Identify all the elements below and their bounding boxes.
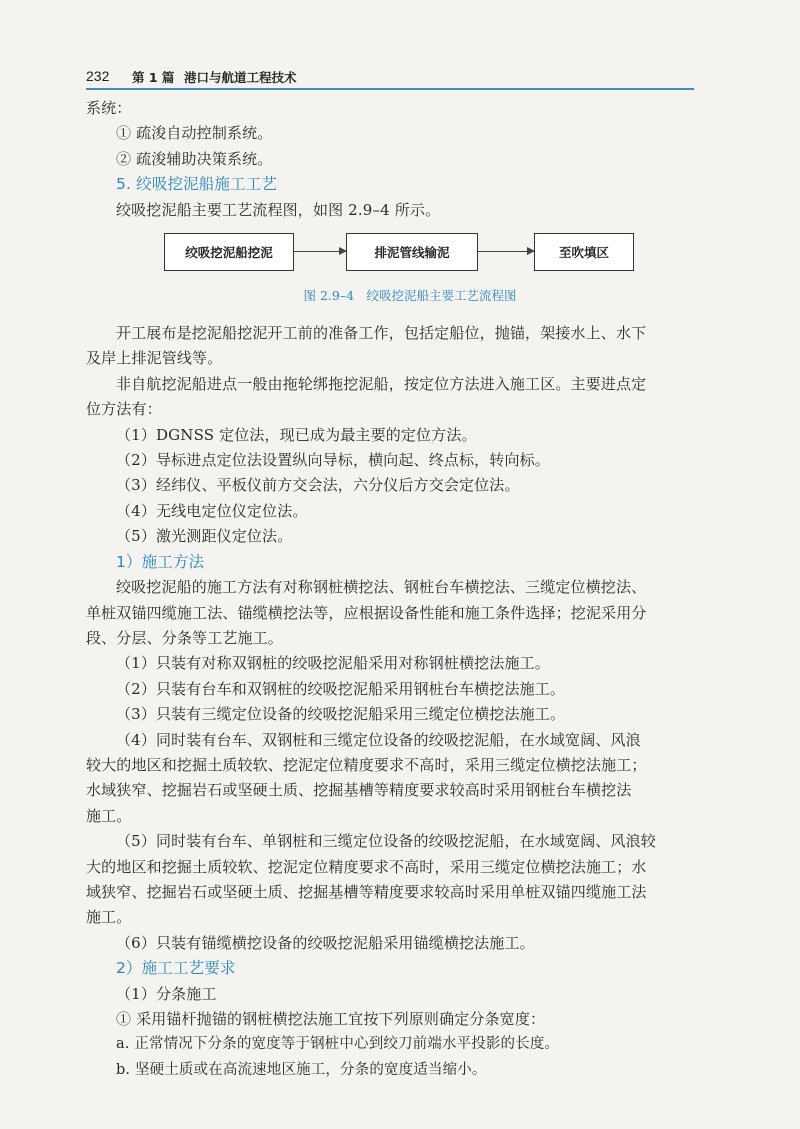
paragraph-line: 位方法有： (86, 400, 162, 419)
paragraph-line: 系统： (86, 99, 132, 117)
list-item: （1）DGNSS 定位法，现已成为最主要的定位方法。 (116, 425, 477, 444)
paragraph-line: 绞吸挖泥船主要工艺流程图，如图 2.9–4 所示。 (116, 200, 441, 219)
paragraph-line: 较大的地区和挖掘土质较软、挖泥定位精度要求不高时，采用三缆定位横挖法施工； (86, 755, 647, 774)
list-item: （4）同时装有台车、双钢桩和三缆定位设备的绞吸挖泥船，在水域宽阔、风浪 (116, 730, 641, 749)
list-item: a. 正常情况下分条的宽度等于钢桩中心到绞刀前端水平投影的长度。 (116, 1036, 560, 1053)
list-item: （2）只装有台车和双钢桩的绞吸挖泥船采用钢桩台车横挖法施工。 (116, 679, 566, 698)
flow-box-fill-area: 至吹填区 (534, 233, 634, 271)
paragraph-line: 非自航挖泥船进点一般由拖轮绑拖挖泥船，按定位方法进入施工区。主要进点定 (116, 374, 647, 393)
chapter-title: 港口与航道工程技术 (184, 70, 297, 85)
paragraph-line: 开工展布是挖泥船挖泥开工前的准备工作，包括定船位，抛锚，架接水上、水下 (116, 324, 647, 343)
list-item: （3）只装有三缆定位设备的绞吸挖泥船采用三缆定位横挖法施工。 (116, 705, 566, 724)
figure-caption: 图 2.9–4 绞吸挖泥船主要工艺流程图 (303, 288, 517, 304)
list-item: ① 疏浚自动控制系统。 (116, 124, 273, 143)
list-item: （3）经纬仪、平板仪前方交会法，六分仪后方交会定位法。 (116, 476, 520, 495)
list-item: （1）只装有对称双钢桩的绞吸挖泥船采用对称钢桩横挖法施工。 (116, 654, 550, 673)
subsection-heading: 1）施工方法 (116, 552, 205, 571)
page-number: 232 (86, 68, 110, 84)
list-item: （5）激光测距仪定位法。 (116, 527, 293, 546)
list-item: （2）导标进点定位法设置纵向导标，横向起、终点标，转向标。 (116, 451, 550, 470)
list-item: ① 采用锚杆抛锚的钢桩横挖法施工宜按下列原则确定分条宽度： (116, 1010, 546, 1028)
running-header (86, 64, 694, 90)
paragraph-line: 水域狭窄、挖掘岩石或坚硬土质、挖掘基槽等精度要求较高时采用钢桩台车横挖法 (86, 781, 632, 800)
list-item: （1）分条施工 (116, 984, 217, 1003)
list-item: （5）同时装有台车、单钢桩和三缆定位设备的绞吸挖泥船，在水域宽阔、风浪较 (116, 832, 656, 851)
part-label: 第 1 篇 (132, 70, 175, 85)
list-item: ② 疏浚辅助决策系统。 (116, 149, 273, 168)
paragraph-line: 单桩双锚四缆施工法、锚缆横挖法等，应根据设备性能和施工条件选择；挖泥采用分 (86, 603, 647, 622)
list-item: （4）无线电定位仪定位法。 (116, 501, 308, 520)
section-heading: 5. 绞吸挖泥船施工工艺 (116, 175, 278, 194)
paragraph-line: 绞吸挖泥船的施工方法有对称钢桩横挖法、钢桩台车横挖法、三缆定位横挖法、 (116, 578, 647, 597)
list-item: （6）只装有锚缆横挖设备的绞吸挖泥船采用锚缆横挖法施工。 (116, 933, 535, 952)
page-body (86, 96, 694, 1083)
flow-arrow (478, 251, 534, 252)
subsection-heading: 2）施工工艺要求 (116, 959, 236, 978)
paragraph-line: 大的地区和挖掘土质较软、挖泥定位精度要求不高时，采用三缆定位横挖法施工；水 (86, 857, 647, 876)
paragraph-line: 及岸上排泥管线等。 (86, 349, 223, 368)
paragraph-line: 施工。 (86, 908, 132, 927)
flow-box-pipeline: 排泥管线输泥 (346, 233, 478, 271)
header-rule (86, 88, 694, 90)
flow-box-dredging: 绞吸挖泥船挖泥 (164, 233, 294, 271)
paragraph-line: 域狭窄、挖掘岩石或坚硬土质、挖掘基槽等精度要求较高时采用单桩双锚四缆施工法 (86, 882, 647, 901)
process-flowchart (86, 233, 694, 285)
list-item: b. 坚硬土质或在高流速地区施工，分条的宽度适当缩小。 (116, 1061, 487, 1078)
paragraph-line: 施工。 (86, 806, 132, 825)
flow-arrow (294, 251, 346, 252)
paragraph-line: 段、分层、分条等工艺施工。 (86, 628, 283, 647)
